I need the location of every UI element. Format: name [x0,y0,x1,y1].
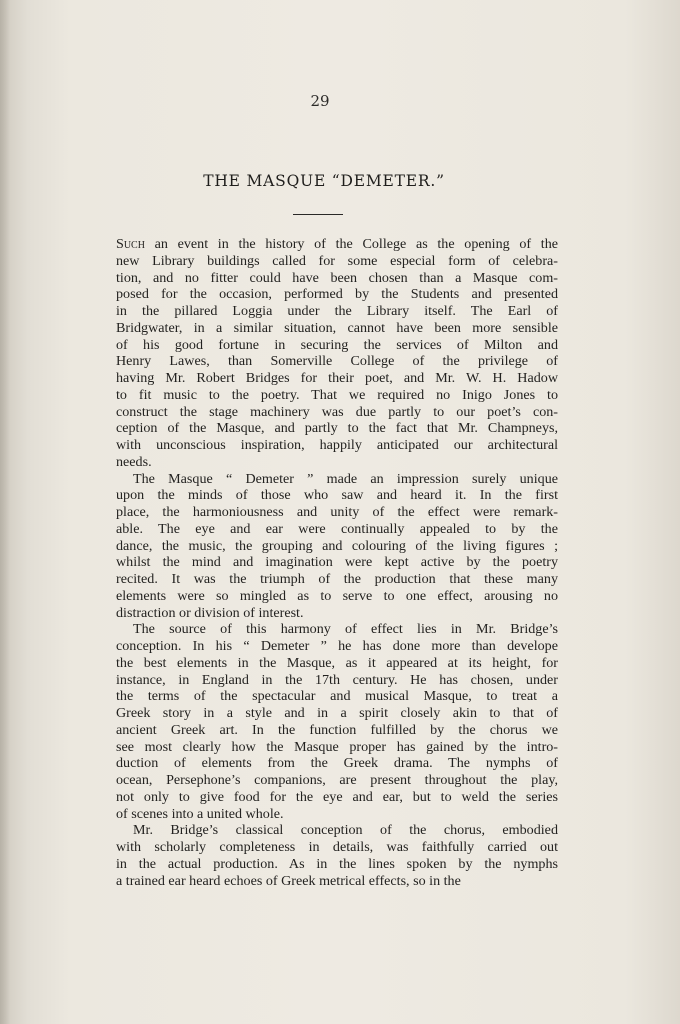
text-line [116,437,558,454]
text-line [116,688,558,705]
text-line [116,521,558,538]
text-line [116,806,558,823]
line-text: to fit music to the poetry. That we required no Inigo Jones to [116,386,558,403]
line-text: The Masque “ Demeter ” made an impression surely unique [133,470,558,487]
drop-smallcap-word: Such [116,236,145,252]
line-text: elements were so mingled as to serve to one effect, arousing no [116,587,558,604]
line-text: in the pillared Loggia under the Library itself. The Earl of [116,303,558,319]
line-text: needs. [116,453,152,470]
line-text: construct the stage machinery was due partly to our poet’s con- [116,403,558,420]
text-line [116,454,558,471]
line-text: not only to give food for the eye and ear, but to weld the series [116,788,558,805]
text-line [116,638,558,655]
text-line [116,420,558,437]
chapter-heading: THE MASQUE “DEMETER.” [203,172,445,190]
text-line [116,320,558,337]
text-line [116,588,558,605]
text-line [116,353,558,370]
text-line [116,387,558,404]
line-text: the terms of the spectacular and musical Masque, to treat a [116,688,558,705]
paragraph [116,822,558,889]
line-text: new Library buildings called for some especial form of celebra- [116,252,558,269]
text-line [116,789,558,806]
line-text: with scholarly completeness in details, was faithfully carried out [116,839,558,855]
text-line [116,270,558,287]
page-gutter-shadow [0,0,10,1024]
line-text: distraction or division of interest. [116,604,304,621]
line-text: instance, in England in the 17th century. He has chosen, under [116,671,558,688]
paragraph [116,471,558,622]
text-line [116,253,558,270]
line-text: posed for the occasion, performed by the Students and presented [116,286,558,303]
paragraph [116,621,558,822]
text-line [116,337,558,354]
line-text: Mr. Bridge’s classical conception of the chorus, embodied [133,822,558,839]
line-text: Bridgwater, in a similar situation, cannot have been more sensible [116,319,558,336]
text-line [116,286,558,303]
line-text: whilst the mind and imagination were kept active by the poetry [116,554,558,571]
line-text: recited. It was the triumph of the production that these many [116,571,558,587]
line-text: Henry Lawes, than Somerville College of the privilege of [116,353,558,370]
line-text: duction of elements from the Greek drama. The nymphs of [116,755,558,772]
line-text: of his good fortune in securing the services of Milton and [116,336,558,353]
text-line [116,236,558,253]
text-line [116,772,558,789]
line-text: see most clearly how the Masque proper has gained by the intro- [116,738,558,755]
line-text: having Mr. Robert Bridges for their poet, and Mr. W. H. Hadow [116,370,558,386]
text-line [116,822,558,839]
line-text: of scenes into a united whole. [116,805,284,822]
line-text: in the actual production. As in the lines spoken by the nymphs [116,855,558,872]
line-text: conception. In his “ Demeter ” he has done more than develope [116,638,558,654]
text-line [116,672,558,689]
paragraph [116,236,558,471]
line-text: ancient Greek art. In the function fulfilled by the chorus we [116,721,558,738]
line-text: dance, the music, the grouping and colouring of the living figures ; [116,537,558,554]
text-line [116,739,558,756]
text-line [116,722,558,739]
text-line [116,538,558,555]
text-line [116,621,558,638]
line-text: upon the minds of those who saw and heard it. In the first [116,487,558,504]
text-line [116,404,558,421]
body-text [116,236,558,889]
line-text: Greek story in a style and in a spirit closely akin to that of [116,705,558,721]
text-line [116,370,558,387]
heading-rule [293,214,343,215]
text-line [116,655,558,672]
page-number: 29 [310,92,330,110]
line-text: ception of the Masque, and partly to the fact that Mr. Champneys, [116,420,558,437]
text-line [116,856,558,873]
line-text: able. The eye and ear were continually appealed to by the [116,520,558,537]
line-text: The source of this harmony of effect lies in Mr. Bridge’s [133,621,558,638]
line-text: the best elements in the Masque, as it appeared at its height, for [116,654,558,671]
line-text: a trained ear heard echoes of Greek metrical effects, so in the [116,872,461,889]
text-line [116,487,558,504]
text-line [116,755,558,772]
text-line [116,303,558,320]
text-line [116,471,558,488]
text-line [116,605,558,622]
line-text: with unconscious inspiration, happily anticipated our architectural [116,437,558,453]
line-text: ocean, Persephone’s companions, are present throughout the play, [116,772,558,788]
text-line [116,873,558,890]
text-line [116,839,558,856]
line-text: place, the harmoniousness and unity of the effect were remark- [116,504,558,520]
line-text: an event in the history of the College as the opening of the [144,236,558,252]
text-line [116,554,558,571]
text-line [116,705,558,722]
line-text: tion, and no fitter could have been chosen than a Masque com- [116,269,558,286]
text-line [116,504,558,521]
text-line [116,571,558,588]
